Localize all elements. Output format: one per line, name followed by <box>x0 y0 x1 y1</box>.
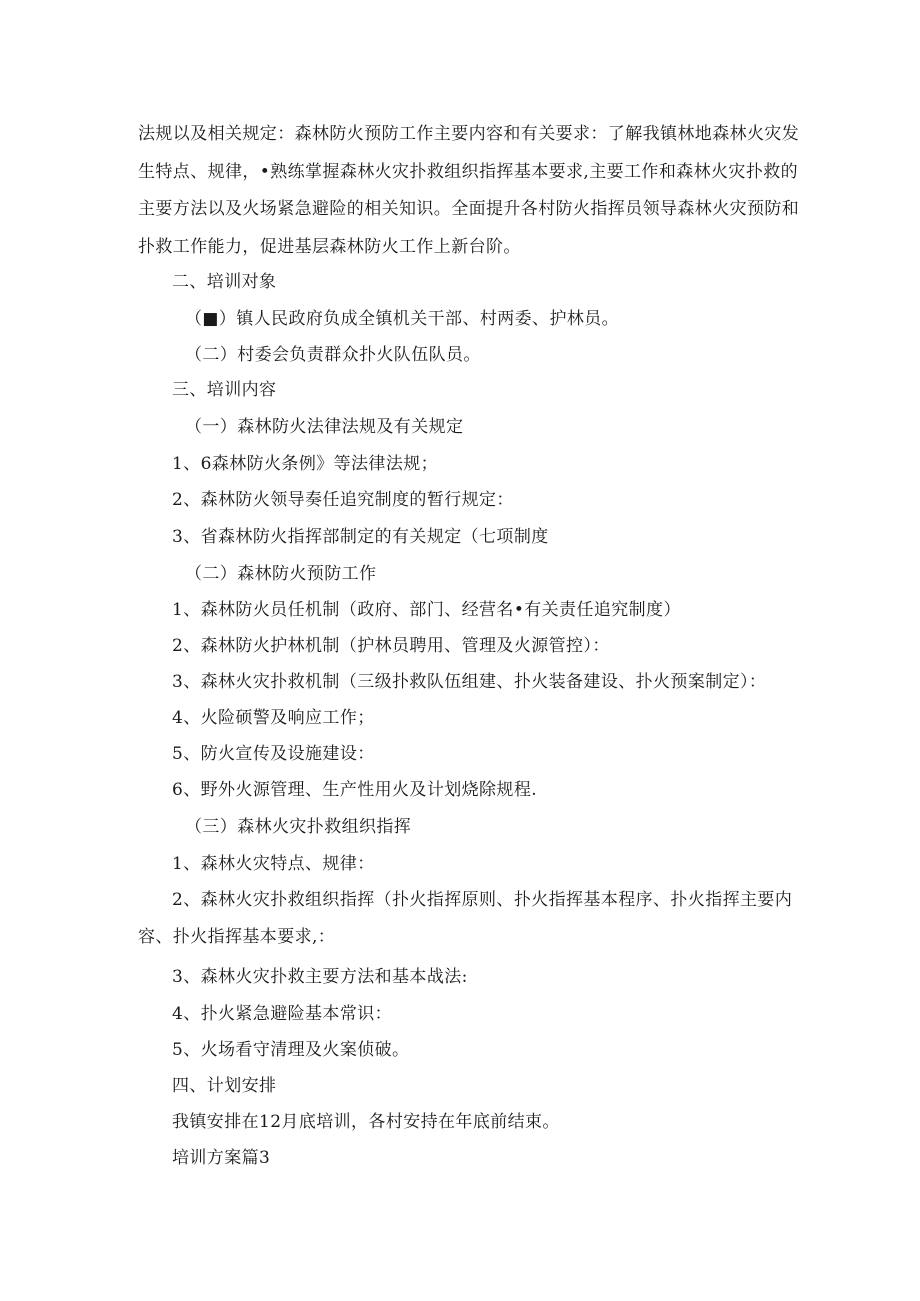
list-item: 5、火场看守清理及火案侦破。 <box>172 1040 410 1060</box>
list-item: 2、森林防火护林机制（护林员聘用、管理及火源管控）： <box>172 636 610 656</box>
list-item: 1、森林火灾特点、规律： <box>172 854 375 874</box>
section-heading-training-content: 三、培训内容 <box>172 380 277 400</box>
subsection-heading: （三）森林火灾扑救组织指挥 <box>185 817 412 837</box>
list-item: 1、6森林防火条例》等法律法规； <box>172 454 439 474</box>
list-item: 3、省森林防火指挥部制定的有关规定（七项制度 <box>172 527 549 547</box>
intro-line: 主要方法以及火场紧急避险的相关知识。全面提升各村防火指挥员领导森林火灾预防和 <box>138 199 800 219</box>
list-item-continuation: 容、扑火指挥基本要求,： <box>138 927 336 947</box>
list-item: （■）镇人民政府负成全镇机关干部、村两委、护林员。 <box>185 309 620 329</box>
list-item: 4、扑火紧急避险基本常识： <box>172 1004 393 1024</box>
list-item: 5、防火宣传及设施建设： <box>172 744 375 764</box>
subsection-heading: （一）森林防火法律法规及有关规定 <box>185 417 464 437</box>
intro-line: 扑救工作能力，促进基层森林防火工作上新台阶。 <box>138 236 521 257</box>
list-item: （二）村委会负责群众扑火队伍队员。 <box>185 345 481 365</box>
section-heading-schedule: 四、计划安排 <box>172 1076 277 1096</box>
subsection-heading: （二）森林防火预防工作 <box>185 564 377 584</box>
list-item: 2、森林火灾扑救组织指挥（扑火指挥原则、扑火指挥基本程序、扑火指挥主要内 <box>172 890 793 910</box>
intro-line: 生特点、规律，•熟练掌握森林火灾扑救组织指挥基本要求,主要工作和森林火灾扑救的 <box>138 161 799 182</box>
list-item: 2、森林防火领导奏任追究制度的暂行规定： <box>172 490 514 510</box>
list-item: 6、野外火源管理、生产性用火及计划烧除规程. <box>172 780 538 800</box>
paragraph: 我镇安排在12月底培训，各村安持在年底前结束。 <box>172 1112 560 1132</box>
list-item: 4、火险硕警及响应工作； <box>172 708 375 728</box>
next-section-title: 培训方案篇3 <box>172 1148 271 1168</box>
list-item: 1、森林防火员任机制（政府、部门、经营名•有关责任追究制度） <box>172 600 681 620</box>
intro-paragraph <box>138 116 800 266</box>
list-item: 3、森林火灾扑救主要方法和基本战法: <box>172 967 468 987</box>
section-heading-training-targets: 二、培训对象 <box>172 272 277 292</box>
list-item: 3、森林火灾扑救机制（三级扑救队伍组建、扑火装备建设、扑火预案制定）： <box>172 672 767 692</box>
intro-line: 法规以及相关规定：森林防火预防工作主要内容和有关要求：了解我镇林地森林火灾发 <box>138 124 800 144</box>
